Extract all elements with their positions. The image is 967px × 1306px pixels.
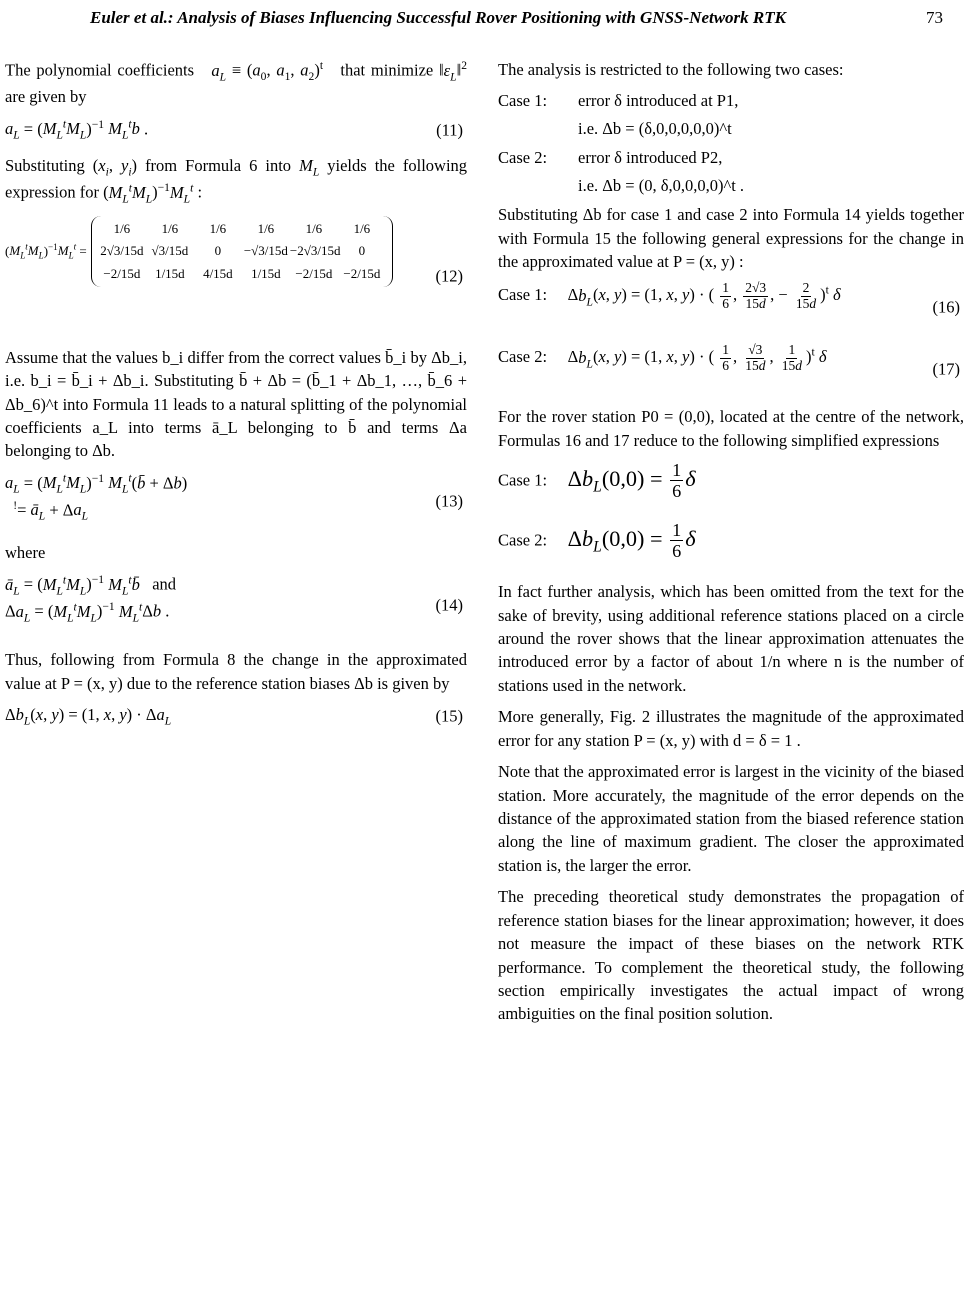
case-1-simplified: Case 1: $\Delta b_L(0,0)$ = $\frac{1}{6}$ δ [498, 460, 696, 502]
equation-13: $a_L = (M_L^tM_L)^{-1}$ $M_L^t(b̄ + \Delta b)$ $^!= ā_L + \Delta a_L$ (13) [5, 472, 463, 523]
equation-12: $(M_L^tM_L)^{-1}M_L^t$ = 1/6 1/6 1/6 1/6 1/6 1/6 2√3/15d √3/15d 0 −√3/15d −2√3/15d 0 −2/15d 1/15d 4/15d 1/15d −2/15d −2/15d (12) [5, 216, 467, 336]
coefficient-matrix: 1/6 1/6 1/6 1/6 1/6 1/6 2√3/15d √3/15d 0 −√3/15d −2√3/15d 0 −2/15d 1/15d 4/15d 1/15d −2/15d −2/15d [91, 216, 393, 287]
paragraph: The analysis is restricted to the following two cases: [498, 60, 844, 79]
paragraph: Substituting ($x_i$, $y_i$) from Formula 6 into $M_L$ yields the following expression for $(M_L^tM_L)^{-1}M_L^t$ : [5, 155, 468, 206]
case-2-simplified: Case 2: $\Delta b_L(0,0)$ = $\frac{1}{6}$ δ [498, 520, 696, 562]
paragraph: Substituting Δb for case 1 and case 2 into Formula 14 yields together with Formula 15 the following general expressions for the change in the approximated value at P = (x, y) : [498, 205, 964, 271]
equation-17: Case 2: $\Delta b_L(x$, y) = (1, x, y) · ( $\frac{1}{6}$ , $\frac{√3}{15d}$ , $\frac{1}{15d}$ )$^t$ δ (17) [498, 342, 960, 379]
paragraph: For the rover station P0 = (0,0), located at the centre of the network, Formulas 16 and 17 reduce to the following simplified expressions [498, 407, 964, 450]
equation-14: $ā_L = (M_L^tM_L)^{-1}$ $M_L^tb̄$ and $\Delta a_L = (M_L^tM_L)^{-1}$ $M_L^t\Delta b$ . (14) [5, 574, 463, 625]
running-title: Euler et al.: Analysis of Biases Influencing Successful Rover Positioning with GNSS-Network RTK [90, 8, 786, 27]
equation-16: Case 1: $\Delta b_L(x$, y) = (1, x, y) · ( $\frac{1}{6}$ , $\frac{2√3}{15d}$ , − $\frac{2}{15d}$ )$^t$ δ (16) [498, 280, 960, 317]
case-2-vector: i.e. Δb = (0, δ,0,0,0,0)^t . [578, 175, 745, 195]
equation-15: $\Delta b_L(x$, y) = (1, x, $y) \cdot \Delta a_L$ (15) [5, 705, 463, 728]
right-column [498, 58, 964, 1034]
running-header [0, 6, 967, 34]
where-label: where [5, 542, 46, 562]
left-column [5, 58, 467, 740]
page-number: 73 [926, 8, 943, 27]
paragraph: In fact further analysis, which has been omitted from the text for the sake of brevity, using additional reference stations placed on a circle around the rover shows that the linear approximation attenuates the introduced error by a factor of about 1/n where n is the number of stations used in the network. [498, 582, 964, 695]
paragraph: Thus, following from Formula 8 the change in the approximated value at P = (x, y) due to the reference station biases Δb is given by [5, 650, 467, 693]
paragraph: The polynomial coefficients $a_L \equiv (a_0$, $a_1$, $a_2)^t$ that minimize $‖\varepsilon_L‖^2$ are given by [5, 60, 467, 107]
case-2-definition: Case 2: error δ introduced P2, [498, 148, 723, 168]
case-1-definition: Case 1: error δ introduced at P1, [498, 91, 739, 111]
paragraph: Assume that the values b_i differ from the correct values b̄_i by Δb_i, i.e. b_i = b̄_i + Δb_i. Substituting b̄ + Δb = (b̄_1 + Δb_1, …, b̄_6 + Δb_6)^t into Formula 11 leads to a natural splitting of the polynomial coefficients a_L into terms ā_L belonging to b̄ and terms Δa belonging to Δb. [5, 347, 467, 461]
paragraph: More generally, Fig. 2 illustrates the magnitude of the approximated error for any station P = (x, y) with d = δ = 1 . [498, 707, 964, 750]
case-1-vector: i.e. Δb = (δ,0,0,0,0,0)^t [578, 118, 732, 138]
paragraph: Note that the approximated error is largest in the vicinity of the biased station. More accurately, the magnitude of the error depends on the distance of the approximated station from the biased reference station along the line of maximum gradient. The closer the approximated station is, the larger the error. [498, 762, 964, 875]
equation-11: $a_L = (M_L^tM_L)^{-1}$ $M_L^tb$ . (11) [5, 118, 463, 142]
paragraph: The preceding theoretical study demonstrates the propagation of reference station biases for the linear approximation; however, it does not measure the impact of these biases on the network RTK performance. To complement the theoretical study, the following section empirically investigates the actual impact of wrong ambiguities on the final position solution. [498, 887, 964, 1024]
